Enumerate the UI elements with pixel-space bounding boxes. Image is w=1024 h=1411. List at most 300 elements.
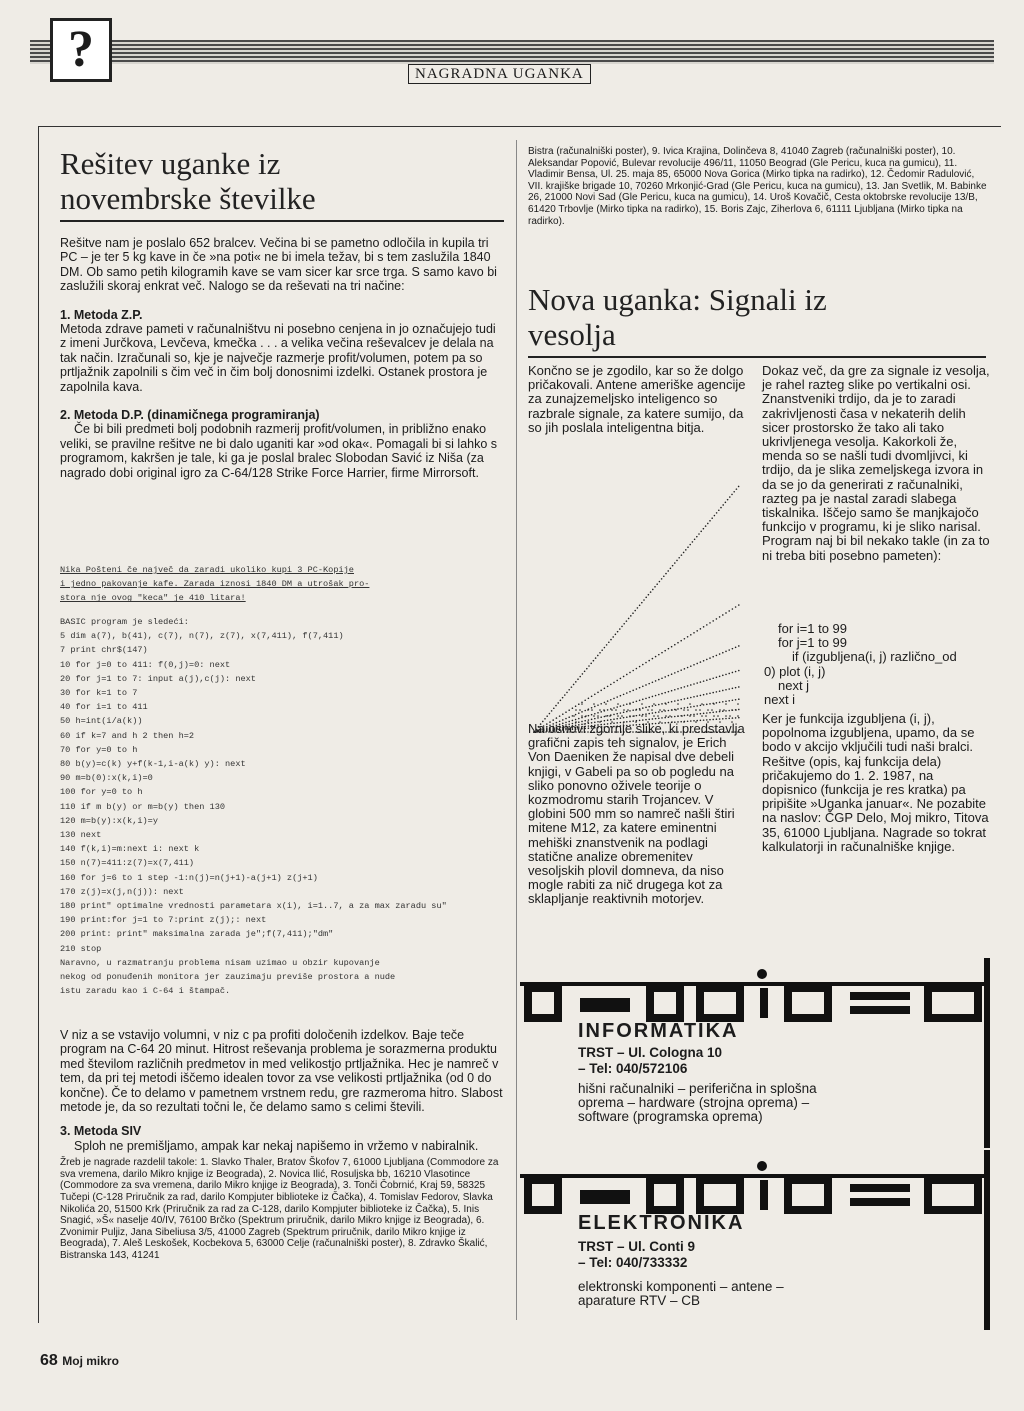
signal-dot — [692, 541, 694, 543]
signal-dot — [680, 699, 682, 701]
signal-dot — [687, 714, 689, 716]
signal-dot — [629, 672, 631, 674]
signal-dot — [632, 701, 634, 703]
left-title-line1: Rešitev uganke iz — [60, 146, 281, 181]
signal-dot — [629, 703, 631, 705]
signal-dot — [722, 701, 724, 703]
signal-dot — [648, 719, 650, 721]
signal-dot — [603, 709, 605, 711]
signal-dot — [728, 610, 730, 612]
signal-dot — [728, 700, 730, 702]
signal-dot — [657, 715, 659, 717]
signal-dot — [712, 620, 714, 622]
signal-dot — [716, 691, 718, 693]
ad1-phone: – Tel: 040/572106 — [578, 1061, 688, 1076]
signal-dot — [695, 709, 697, 711]
signal-dot — [655, 712, 657, 714]
signal-dot — [713, 703, 715, 705]
prog-line-1: for i=1 to 99 — [778, 621, 848, 636]
ad2-phone: – Tel: 040/733332 — [578, 1255, 688, 1270]
signal-dot — [652, 696, 654, 698]
signal-dot — [683, 709, 685, 711]
signal-dot — [597, 712, 599, 714]
signal-dot — [639, 687, 641, 689]
signal-dot — [651, 709, 653, 711]
fornirad-logo-2 — [520, 1156, 990, 1216]
signal-dot — [714, 515, 716, 517]
right-col2-top: Dokaz več, da gre za signale iz vesolja, je rahel razteg slike po vertikalni osi. Znanstveniki trdijo, da je to zaradi zakrivljenosti časa v nekaterih delih sicer prostorsko že tako ali tako ukrivljenega vesolja. Kakorkoli že, menda so se našli tudi dvomljivci, ki trdijo, da je slika zemeljskega izvora in da se jo da generirati z računalniki, razteg pa je nastal zaradi slabega tiskalnika. Iščejo samo še manjkajočo funkcijo v programu, ki je sliko narisal. Program naj bi bil nekako takle (in za to ni treba biti posebno pameten): — [762, 363, 990, 563]
signal-dot — [616, 718, 618, 720]
signal-dot — [642, 707, 644, 709]
signal-dot — [677, 708, 679, 710]
signal-dot — [546, 715, 548, 717]
signal-dot — [597, 692, 599, 694]
signal-dot — [661, 578, 663, 580]
signal-dot — [696, 705, 698, 707]
signal-dot — [712, 711, 714, 713]
program-explanation: V niz a se vstavijo volumni, v niz c pa profiti določenih izdelkov. Baje teče program na C-64 20 minut. Hitrost reševanja problema je sorazmerna produktu med številom različnih predmetov in med velikostjo prtljažnika. Hec je namreč v tem, da pri tej metodi iščemo idealen tovor za vse velikosti prtljažnika (od 0 do končne). Če to delamo v pametnem vrstnem redu, gre razmeroma hitro. Slabost metode je, da so rezultati točni le, če delamo samo s celimi števili. — [60, 1028, 503, 1115]
signal-dot — [722, 614, 724, 616]
basic-program-listing: BASIC program je sledeći: 5 dim a(7), b(41), c(7), n(7), z(7), x(7,411), f(7,411) 7 print chr$(147) 10 for j=0 to 411: f(0,j)=0: next 20 for j=1 to 7: input a(j),c(j): next 30 for k=1 to 7 40 for i=1 to 411 50 h=int(i/a(k)) 60 if k=7 and h 2 then h=2 70 for y=0 to h 80 b(y)=c(k) y+f(k-1,i-a(k) y): next 90 m=b(0):x(k,i)=0 100 for y=0 to h 110 if m b(y) or m=b(y) then 130 120 m=b(y):x(k,i)=y 130 next 140 f(k,i)=m:next i: next k 150 n(7)=411:z(7)=x(7,411) 160 for j=6 to 1 step -1:n(j)=n(j+1)-a(j+1) z(j+1) 170 z(j)=x(j,n(j)): next 180 print" optimalne vrednosti parametara x(i), i=1..7, a za max zaradu su" 190 print:for j=1 to 7:print z(j);: next 200 print: print" maksimalna zarada je";f(7,411);"dm" 210 stop — [60, 617, 447, 954]
signal-dot — [677, 715, 679, 717]
signal-dot — [600, 716, 602, 718]
signal-dot — [568, 689, 570, 691]
signal-dot — [628, 618, 630, 620]
signal-dot — [693, 632, 695, 634]
signal-dot — [615, 634, 617, 636]
signal-dot — [642, 714, 644, 716]
signal-dot — [706, 659, 708, 661]
signal-dot — [705, 525, 707, 527]
prog-line-2: for j=1 to 99 — [778, 635, 848, 651]
signal-dot — [544, 718, 546, 720]
signal-dot — [690, 697, 692, 699]
signal-dot — [568, 709, 570, 711]
signal-dot — [599, 709, 601, 711]
signal-dot — [597, 717, 599, 719]
signal-dot — [571, 686, 573, 688]
signal-dot — [687, 546, 689, 548]
signal-dot — [645, 715, 647, 717]
signal-dot — [645, 713, 647, 715]
signal-dot — [591, 719, 593, 721]
signal-dot — [728, 718, 730, 720]
signal-dot — [738, 709, 740, 711]
signal-dot — [556, 717, 558, 719]
signal-dot — [667, 570, 669, 572]
signal-dot — [677, 642, 679, 644]
signal-dot — [703, 694, 705, 696]
signal-dot — [630, 615, 632, 617]
fornirad-logo-1 — [520, 964, 990, 1024]
signal-dot — [626, 716, 628, 718]
signal-dot — [719, 690, 721, 692]
method3-title: 3. Metoda SIV — [60, 1124, 142, 1139]
left-column-lower — [60, 1028, 504, 1262]
signal-dot — [684, 698, 686, 700]
signal-dot — [728, 649, 730, 651]
signal-dot — [732, 608, 734, 610]
signal-dot — [703, 680, 705, 682]
signal-dot — [639, 714, 641, 716]
signal-dot — [560, 700, 562, 702]
signal-dot — [641, 703, 643, 705]
signal-dot — [720, 507, 722, 509]
signal-dot — [693, 706, 695, 708]
signal-dot — [711, 517, 713, 519]
signal-dot — [641, 715, 643, 717]
signal-dot — [573, 715, 575, 717]
signal-dot — [634, 610, 636, 612]
signal-dot — [604, 688, 606, 690]
signal-dot — [648, 706, 650, 708]
signal-dot — [680, 708, 682, 710]
signal-dot — [674, 672, 676, 674]
signal-dot — [608, 641, 610, 643]
signal-dot — [575, 705, 577, 707]
signal-dot — [736, 488, 738, 490]
signal-dot — [722, 504, 724, 506]
signal-dot — [597, 655, 599, 657]
signal-dot — [578, 712, 580, 714]
signal-dot — [581, 711, 583, 713]
signal-dot — [701, 703, 703, 705]
signal-dot — [616, 696, 618, 698]
signal-dot — [566, 692, 568, 694]
signal-dot — [729, 715, 731, 717]
signal-dot — [652, 705, 654, 707]
signal-dot — [645, 698, 647, 700]
signal-dot — [605, 715, 607, 717]
signal-dot — [701, 715, 703, 717]
signal-dot — [613, 718, 615, 720]
signal-dot — [568, 716, 570, 718]
column-divider — [516, 140, 517, 1320]
signal-dot — [645, 597, 647, 599]
signal-dot — [719, 711, 721, 713]
right-intro: Končno se je zgodilo, kar so že dolgo pričakovali. Antene ameriške agencije za zunajzemeljsko inteligenco so razbrale signale, za katere sumijo, da so jih poslala inteligentna bitja. — [528, 363, 746, 435]
signal-dot — [722, 690, 724, 692]
signal-dot — [735, 699, 737, 701]
signal-dot — [674, 689, 676, 691]
signal-dot — [587, 709, 589, 711]
left-title-rule — [60, 220, 504, 222]
signal-dot — [655, 680, 657, 682]
signal-dot — [674, 562, 676, 564]
signal-dot — [551, 710, 553, 712]
signal-dot — [738, 604, 740, 606]
signal-dot — [668, 691, 670, 693]
signal-dot — [735, 717, 737, 719]
signal-dot — [728, 688, 730, 690]
signal-dot — [599, 652, 601, 654]
signal-dot — [597, 704, 599, 706]
prog-line-6: next i — [764, 692, 796, 708]
signal-dot — [632, 690, 634, 692]
signal-dot — [693, 664, 695, 666]
signal-dot — [661, 717, 663, 719]
signal-dot — [654, 586, 656, 588]
signal-dot — [680, 640, 682, 642]
signal-dot — [735, 647, 737, 649]
signal-dot — [639, 604, 641, 606]
signal-dot — [687, 707, 689, 709]
signal-dot — [584, 699, 586, 701]
signal-dot — [694, 538, 696, 540]
signal-dot — [668, 702, 670, 704]
signal-dot — [635, 709, 637, 711]
signal-dot — [719, 616, 721, 618]
signal-dot — [549, 713, 551, 715]
signal-dot — [577, 678, 579, 680]
signal-dot — [619, 628, 621, 630]
signal-dot — [700, 661, 702, 663]
signal-dot — [668, 675, 670, 677]
ad2-address: TRST – Ul. Conti 9 — [578, 1239, 696, 1254]
signal-dot — [717, 715, 719, 717]
signal-dot — [706, 624, 708, 626]
magazine-name: Moj mikro — [62, 1354, 119, 1368]
signal-dot — [725, 700, 727, 702]
signal-dot — [623, 704, 625, 706]
signal-dot — [594, 694, 596, 696]
signal-dot — [687, 636, 689, 638]
signal-dot — [671, 646, 673, 648]
signal-dot — [641, 602, 643, 604]
signal-dot — [732, 672, 734, 674]
signal-dot — [648, 713, 650, 715]
signal-dot — [722, 710, 724, 712]
method3-text: Sploh ne premišljamo, ampak kar nekaj napišemo in vržemo v nabiralnik. — [74, 1138, 479, 1153]
signal-dot — [725, 718, 727, 720]
signal-dot — [590, 663, 592, 665]
signal-dot — [700, 713, 702, 715]
signal-dot — [648, 594, 650, 596]
signal-dot — [553, 707, 555, 709]
signal-dot — [652, 589, 654, 591]
signal-dot — [658, 679, 660, 681]
signal-dot — [687, 709, 689, 711]
signal-dot — [738, 645, 740, 647]
signal-dot — [655, 695, 657, 697]
signal-dot — [648, 697, 650, 699]
signal-dot — [731, 494, 733, 496]
signal-dot — [575, 714, 577, 716]
right-title-rule — [528, 356, 986, 358]
signal-dot — [712, 692, 714, 694]
signal-dot — [690, 684, 692, 686]
right-title-line1: Nova uganka: Signali iz — [528, 282, 827, 317]
signal-dot — [606, 644, 608, 646]
signal-dot — [700, 531, 702, 533]
signal-dot — [690, 706, 692, 708]
signal-dot — [611, 709, 613, 711]
signal-dot — [636, 700, 638, 702]
signal-dot — [671, 709, 673, 711]
signal-dot — [613, 707, 615, 709]
signal-dot — [633, 715, 635, 717]
signal-dot — [664, 692, 666, 694]
signal-dot — [584, 710, 586, 712]
signal-dot — [655, 656, 657, 658]
signal-dot — [623, 694, 625, 696]
signal-dot — [689, 544, 691, 546]
signal-dot — [670, 568, 672, 570]
signal-dot — [693, 714, 695, 716]
signal-dot — [639, 666, 641, 668]
signal-dot — [699, 709, 701, 711]
signal-dot — [674, 644, 676, 646]
signal-dot — [585, 715, 587, 717]
signal-dot — [616, 680, 618, 682]
signal-dot — [565, 718, 567, 720]
signal-dot — [621, 715, 623, 717]
signal-dot — [656, 583, 658, 585]
signal-dot — [693, 683, 695, 685]
signal-dot — [564, 694, 566, 696]
signal-dot — [725, 502, 727, 504]
signal-dot — [623, 623, 625, 625]
signal-dot — [600, 711, 602, 713]
method2-title: 2. Metoda D.P. (dinamičnega programiranja) — [60, 408, 320, 423]
signal-dot — [733, 491, 735, 493]
signal-dot — [709, 678, 711, 680]
signal-dot — [600, 690, 602, 692]
signal-dot — [648, 683, 650, 685]
signal-dot — [725, 651, 727, 653]
signal-dot — [629, 710, 631, 712]
signal-dot — [626, 711, 628, 713]
signal-dot — [595, 657, 597, 659]
signal-dot — [732, 699, 734, 701]
signal-dot — [652, 712, 654, 714]
signal-dot — [665, 715, 667, 717]
signal-dot — [607, 715, 609, 717]
method2-text: Če bi bili predmeti bolj podobnih razmerij profit/volumen, in približno enako veliki, se pravilne rešitve ne bi dalo uganiti kar »od oka«. Pomagali bi si lahko s programom, kakršen je tale, ki ga je poslal bralec Slobodan Savić iz Niša (za nagrado dobi original igro za C-64/128 Strike Force Harrier, firme Mirrorsoft. — [60, 422, 498, 480]
signal-dot — [557, 702, 559, 704]
signal-dot — [588, 697, 590, 699]
signal-dot — [658, 711, 660, 713]
signal-dot — [735, 709, 737, 711]
signal-dot — [578, 718, 580, 720]
signal-dot — [725, 703, 727, 705]
signal-dot — [645, 684, 647, 686]
signal-dot — [676, 560, 678, 562]
signal-dot — [700, 628, 702, 630]
signal-dot — [664, 650, 666, 652]
signal-dot — [696, 663, 698, 665]
signal-dot — [725, 612, 727, 614]
signal-dot — [663, 709, 665, 711]
signal-dot — [706, 693, 708, 695]
code-footer: Naravno, u razmatranju problema nisam uzimao u obzir kupovanje nekog od ponuđenih monitora jer zauzimaju previše prostora a nude istu zaradu kao i C-64 i štampač. — [60, 958, 396, 997]
signal-dot — [727, 499, 729, 501]
signal-dot — [709, 622, 711, 624]
prog-line-4: 0) plot (i, j) — [764, 663, 826, 679]
signal-dot — [620, 717, 622, 719]
signal-dot — [648, 660, 650, 662]
signal-dot — [706, 704, 708, 706]
signal-dot — [685, 549, 687, 551]
signal-dot — [612, 636, 614, 638]
right-title-line2: vesolja — [528, 317, 616, 352]
ad1-description: hišni računalniki – periferična in splošna oprema – hardware (strojna oprema) – software (programska oprema) — [578, 1081, 817, 1125]
signal-dot — [658, 704, 660, 706]
signal-dot — [700, 705, 702, 707]
loop-program — [762, 622, 990, 707]
signal-dot — [655, 704, 657, 706]
signal-dot — [581, 715, 583, 717]
signal-dot — [661, 711, 663, 713]
signal-dot — [588, 665, 590, 667]
signal-dot — [607, 700, 609, 702]
signal-dot — [584, 670, 586, 672]
signal-dot — [703, 626, 705, 628]
signal-dot — [575, 709, 577, 711]
signal-dot — [703, 704, 705, 706]
signal-dot — [659, 581, 661, 583]
signal-dot — [669, 715, 671, 717]
signal-dot — [690, 634, 692, 636]
ad2-name: ELEKTRONIKA — [578, 1212, 745, 1234]
signal-dot — [690, 665, 692, 667]
signal-dot — [605, 703, 607, 705]
signal-dot — [613, 714, 615, 716]
signal-dot — [684, 668, 686, 670]
header-stripe-bar — [30, 40, 994, 64]
signal-dot — [674, 716, 676, 718]
signal-dot — [728, 673, 730, 675]
signal-dot — [632, 709, 634, 711]
signal-dot — [604, 716, 606, 718]
signal-dot — [696, 630, 698, 632]
signal-dot — [650, 591, 652, 593]
signal-dot — [687, 667, 689, 669]
below-figure-text: Na osnovi zgornje slike, ki predstavlja grafični zapis teh signalov, je Erich Von Daeniken že napisal dve debeli knjigi, v Gabeli pa so ob pogledu na sliko ponovno oživele teorije o kozmodromu starih Trojancev. V globini 500 mm so namreč našli štiri mitene M12, za katere eminentni mehiški znanstvenik na podlagi statične analize obremenitev vesoljskih plovil domneva, da niso mogle rabiti za nič drugega kot za sklapljanje reaktivnih motorjev. — [528, 721, 745, 907]
signal-dot — [703, 528, 705, 530]
signal-dot — [582, 673, 584, 675]
signal-dot — [593, 660, 595, 662]
signal-dot — [616, 713, 618, 715]
signal-dot — [696, 713, 698, 715]
signal-dot — [719, 709, 721, 711]
signal-dot — [700, 695, 702, 697]
signal-dot — [671, 716, 673, 718]
signal-dot — [696, 682, 698, 684]
signal-dot — [719, 653, 721, 655]
ad2-description: elektronski komponenti – antene – aparature RTV – CB — [578, 1279, 784, 1309]
signal-dot — [677, 700, 679, 702]
signal-dot — [722, 652, 724, 654]
signal-dot — [588, 715, 590, 717]
signal-dot — [642, 664, 644, 666]
signal-dot — [705, 715, 707, 717]
signal-dot — [716, 711, 718, 713]
signal-dot — [722, 718, 724, 720]
signal-dot — [597, 715, 599, 717]
signal-dot — [637, 607, 639, 609]
signal-dot — [591, 695, 593, 697]
signal-dot — [623, 711, 625, 713]
signal-dot — [725, 689, 727, 691]
signal-dot — [725, 674, 727, 676]
signal-dot — [716, 718, 718, 720]
signal-dot — [573, 684, 575, 686]
signal-dot — [737, 703, 739, 705]
signal-dot — [610, 684, 612, 686]
signal-dot — [675, 709, 677, 711]
signal-dot — [716, 676, 718, 678]
